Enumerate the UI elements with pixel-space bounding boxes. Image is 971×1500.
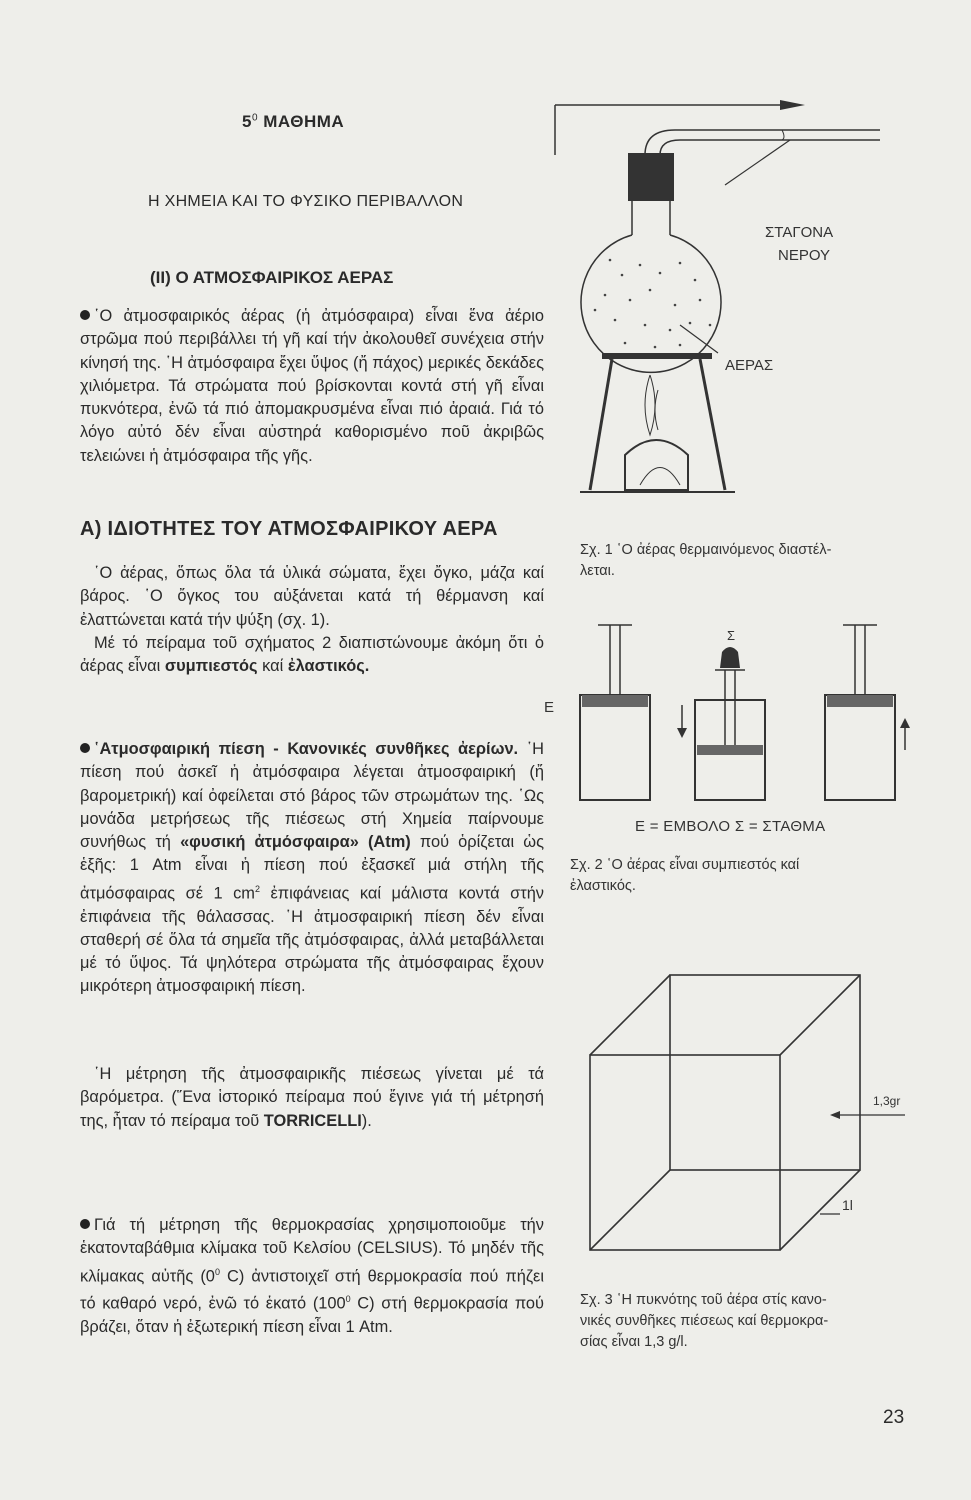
piston-label-e: Ε xyxy=(544,699,555,716)
water-drop-label-line2: ΝΕΡΟΥ xyxy=(778,247,831,264)
bold-elastic: ἐλαστικός. xyxy=(287,657,370,676)
section-ii-paragraph: ῾Ο ἀτμοσφαιρικός ἀέρας (ἡ ἀτμόσφαιρα) εἶναι ἕνα ἀέριο στρῶμα πού περιβάλλει τή γῆ καί τήν ἀκολουθεῖ συνέχεια στήν κίνησή της. ῾Η ἀτμόσφαιρα ἔχει ὕψος (ἤ πάχος) μερικές δεκάδες χιλιόμετρα. Τά στρώματα πού βρίσκονται κοντά στή γῆ εἶναι πυκνότερα, ἐνῶ τά πιό ἀπομακρυσμένα εἶναι πιό ἀραιά. Γιά τό λόγο αὐτό δέν εἶναι αὐστηρά καθορισμένο ποῦ ἀκριβῶς τελειώνει ἡ ἀτμόσφαιρα τῆς γῆς. xyxy=(80,307,544,465)
bold-compressible: συμπιεστός xyxy=(164,657,258,676)
physical-atmosphere-term: «φυσική ἀτμόσφαιρα» (Atm) xyxy=(180,833,411,852)
figure-2-legend: Ε = ΕΜΒΟΛΟ Σ = ΣΤΑΘΜΑ xyxy=(635,818,826,835)
volume-label: 1l xyxy=(842,1197,853,1213)
lesson-degree: 0 xyxy=(251,112,259,124)
bullet-icon xyxy=(80,310,90,320)
section-a-p2: Μέ τό πείραμα τοῦ σχήματος 2 διαπιστώνουμε ἀκόμη ὅτι ὁ ἀέρας εἶναι συμπιεστός καί ἐλαστικός. xyxy=(80,634,544,676)
section-a-title: Α) ΙΔΙΟΤΗΤΕΣ ΤΟΥ ΑΤΜΟΣΦΑΙΡΙΚΟΥ ΑΕΡΑ xyxy=(80,518,498,540)
lesson-heading xyxy=(242,112,344,132)
pressure-heading: ῾Ατμοσφαιρική πίεση - Κανονικές συνθῆκες ἀερίων. xyxy=(94,740,519,758)
section-a-p4: ῾Η μέτρηση τῆς ἀτμοσφαιρικῆς πιέσεως γίνεται μέ τά βαρόμετρα. (῞Ενα ἱστορικό πείραμα πού ἔγινε γιά τή μέτρησή της, ἦταν τό πείραμα τοῦ TORRICELLI). xyxy=(80,1065,544,1130)
figure-1-flask xyxy=(550,95,910,515)
lesson-number: 5 xyxy=(242,112,252,131)
figure-3-cube xyxy=(580,970,910,1300)
chapter-title: Η ΧΗΜΕΙΑ ΚΑΙ ΤΟ ΦΥΣΙΚΟ ΠΕΡΙΒΑΛΛΟΝ xyxy=(148,193,464,210)
weight-label-s: Σ xyxy=(727,628,736,643)
lesson-word: ΜΑΘΗΜΑ xyxy=(258,112,345,131)
figure-2-pistons xyxy=(544,620,910,820)
water-drop-label-line1: ΣΤΑΓΟΝΑ xyxy=(765,224,834,241)
bullet-icon xyxy=(80,1219,90,1229)
section-a-p3: ῾Ατμοσφαιρική πίεση - Κανονικές συνθῆκες ἀερίων. ῾Η πίεση πού ἀσκεῖ ἡ ἀτμόσφαιρα λέγεται ἀτμοσφαιρική (ἤ βαρομετρική) καί ὀφείλεται στό βάρος τῶν στρωμάτων της. ῾Ως μονάδα μετρήσεως τῆς πιέσεως στή Χημεία παίρνουμε συνήθως τή «φυσική ἀτμόσφαιρα» (Atm) πού ὁρίζεται ὡς ἑξῆς: 1 Atm εἶναι ἡ πίεση πού ἐξασκεῖ μιά στήλη τῆς ἀτμόσφαιρας σέ 1 $cm^2$ ἐπιφάνειας καί μάλιστα κοντά στήν ἐπιφάνεια τῆς θάλασσας. ῾Η ἀτμοσφαιρική πίεση δέν εἶναι σταθερή σέ ὅλα τά σημεῖα τῆς ἀτμόσφαιρας, ἀλλά μεταβάλλεται μέ τό ὕψος. Τά ψηλότερα στρώματα τῆς ἀτμόσφαιρας ἔχουν μικρότερη ἀτμοσφαιρική πίεση. xyxy=(80,740,544,996)
section-ii-title: (ΙΙ) Ο ΑΤΜΟΣΦΑΙΡΙΚΟΣ ΑΕΡΑΣ xyxy=(150,268,394,287)
section-a-p1: ῾Ο ἀέρας, ὅπως ὅλα τά ὑλικά σώματα, ἔχει ὄγκο, μάζα καί βάρος. ῾Ο ὄγκος του αὐξάνεται κατά τή θέρμανση καί ἐλαττώνεται κατά τήν ψύξη (σχ. 1). xyxy=(80,564,544,629)
mass-label: 1,3gr xyxy=(873,1094,901,1108)
figure-2-caption: Σχ. 2 ῾Ο ἀέρας εἶναι συμπιεστός καί ἐλαστικός. xyxy=(570,857,800,894)
figure-1-caption: Σχ. 1 ῾Ο ἀέρας θερμαινόμενος διαστέλ- λεται. xyxy=(580,542,832,579)
bullet-icon xyxy=(80,743,90,753)
air-label: ΑΕΡΑΣ xyxy=(725,357,774,374)
figure-3-caption: Σχ. 3 ῾Η πυκνότης τοῦ ἀέρα στίς κανο- νικές συνθῆκες πιέσεως καί θερμοκρα- σίας εἶναι 1,3 g/l. xyxy=(580,1292,829,1350)
section-a-p5: Γιά τή μέτρηση τῆς θερμοκρασίας χρησιμοποιοῦμε τήν ἑκατονταβάθμια κλίμακα τοῦ Κελσίου (CELSIUS). Τό μηδέν τῆς κλίμακας αὐτῆς ($0^0$ C) ἀντιστοιχεῖ στή θερμοκρασία πού πήζει τό καθαρό νερό, ἐνῶ τό ἑκατό ($100^0$ C) στή θερμοκρασία πού βράζει, ὅταν ἡ ἐξωτερική πίεση εἶναι 1 Atm. xyxy=(80,1216,544,1337)
torricelli-name: TORRICELLI xyxy=(263,1111,362,1130)
page-number: 23 xyxy=(883,1407,905,1428)
